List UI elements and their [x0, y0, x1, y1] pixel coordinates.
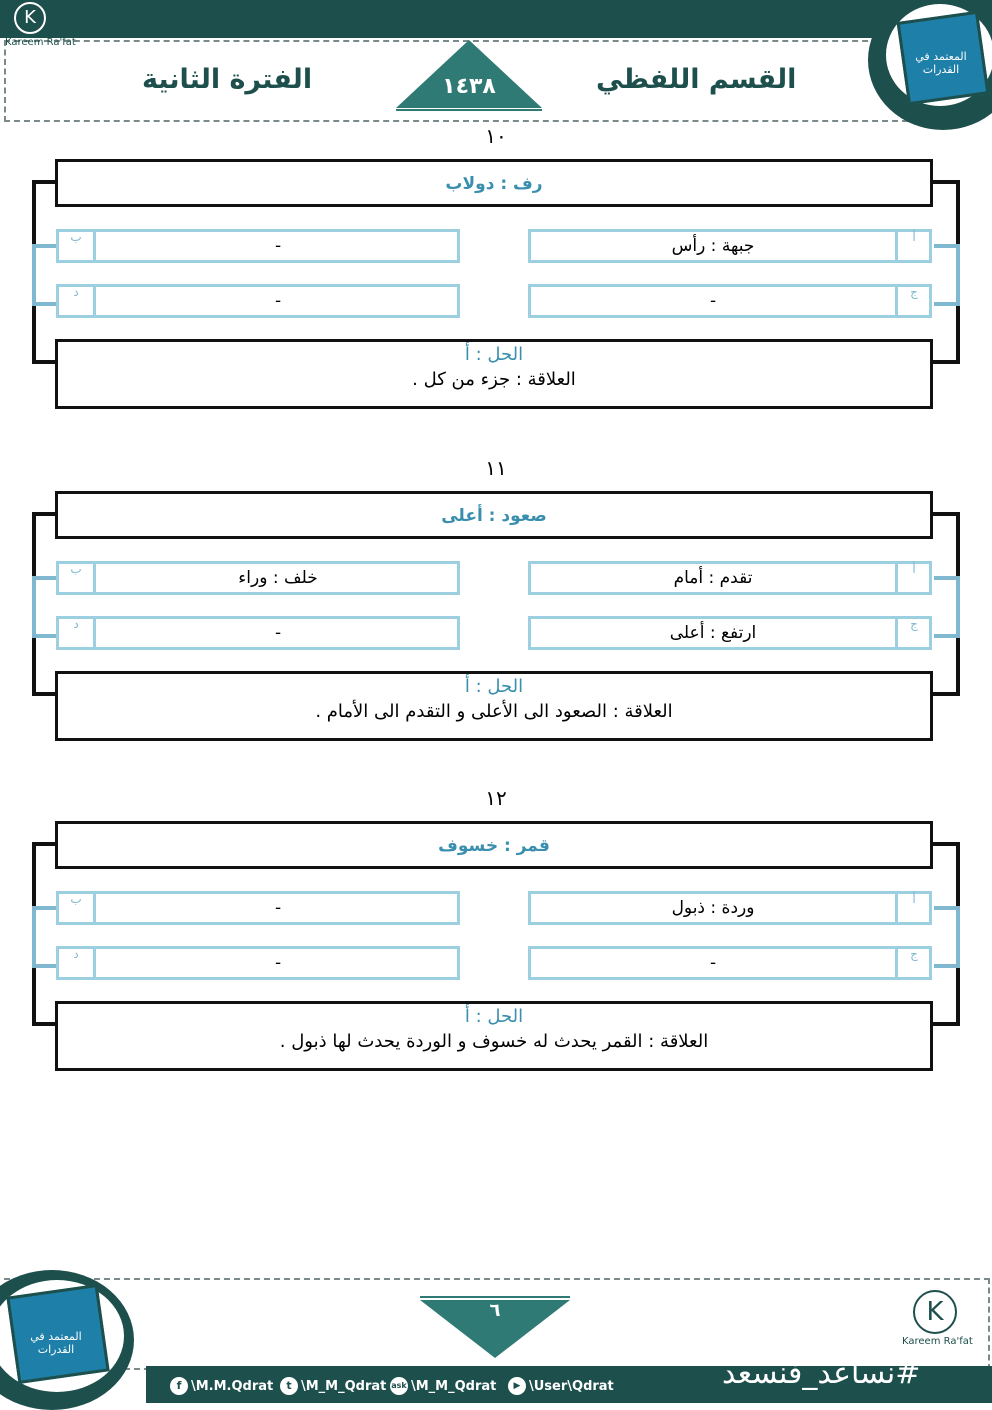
- facebook-link[interactable]: [170, 1376, 273, 1396]
- option-b[interactable]: [56, 891, 460, 925]
- option-letter: ب: [70, 562, 82, 576]
- ask-icon: ask: [390, 1377, 408, 1395]
- option-a[interactable]: [528, 891, 932, 925]
- solution-relation: العلاقة : الصعود الى الأعلى و التقدم الى الأمام .: [315, 701, 673, 722]
- kareem-logo-text: Kareem Ra'fat: [5, 37, 76, 48]
- option-letter: د: [73, 947, 79, 961]
- period-title: الفترة الثانية: [142, 64, 313, 95]
- option-letter: أ: [912, 562, 916, 576]
- option-text: وردة : ذبول: [671, 898, 755, 918]
- question-number: ١١: [485, 456, 507, 480]
- option-a[interactable]: [528, 229, 932, 263]
- solution-box: [55, 1001, 933, 1071]
- year-text: ١٤٣٨: [442, 74, 496, 99]
- option-b[interactable]: [56, 229, 460, 263]
- question-stem: قمر : خسوف: [55, 821, 933, 869]
- option-letter: ج: [910, 947, 918, 961]
- option-text: -: [274, 953, 282, 973]
- kareem-logo-icon: K: [14, 2, 46, 34]
- year-badge: [396, 40, 542, 112]
- ask-link[interactable]: [390, 1376, 496, 1396]
- option-letter: ب: [70, 892, 82, 906]
- twitter-handle: \M_M_Qdrat: [301, 1378, 387, 1394]
- option-divider: [895, 619, 898, 647]
- facebook-icon: f: [170, 1377, 188, 1395]
- header-band: [0, 0, 992, 38]
- option-a[interactable]: [528, 561, 932, 595]
- option-bracket-right: [934, 576, 960, 638]
- option-divider: [895, 564, 898, 592]
- solution-box: [55, 671, 933, 741]
- option-text: ارتفع : أعلى: [669, 623, 757, 643]
- option-text: -: [709, 953, 717, 973]
- twitter-icon: t: [280, 1377, 298, 1395]
- option-text: -: [274, 898, 282, 918]
- option-divider: [895, 894, 898, 922]
- question-stem: رف : دولاب: [55, 159, 933, 207]
- option-text: تقدم : أمام: [673, 568, 753, 588]
- option-divider: [895, 232, 898, 260]
- option-letter: د: [73, 617, 79, 631]
- solution-relation: العلاقة : القمر يحدث له خسوف و الوردة يحدث لها ذبول .: [279, 1031, 709, 1052]
- option-bracket-left: [32, 906, 58, 968]
- option-divider: [895, 949, 898, 977]
- page-number-badge: [420, 1296, 570, 1362]
- emblem-label: المعتمد في القدرات: [30, 1330, 82, 1356]
- option-c[interactable]: [528, 946, 932, 980]
- kareem-logo-icon: K: [913, 1290, 957, 1334]
- option-letter: أ: [912, 892, 916, 906]
- solution-answer: الحل : أ: [464, 676, 524, 697]
- question-stem: صعود : أعلى: [55, 491, 933, 539]
- emblem-label: المعتمد في القدرات: [915, 50, 967, 76]
- option-b[interactable]: [56, 561, 460, 595]
- option-letter: أ: [912, 230, 916, 244]
- youtube-handle: \User\Qdrat: [529, 1378, 614, 1394]
- option-c[interactable]: [528, 616, 932, 650]
- solution-relation: العلاقة : جزء من كل .: [412, 369, 576, 390]
- option-c[interactable]: [528, 284, 932, 318]
- twitter-link[interactable]: [280, 1376, 386, 1396]
- option-text: -: [274, 236, 282, 256]
- option-letter: ج: [910, 285, 918, 299]
- ask-handle: \M_M_Qdrat: [411, 1378, 497, 1394]
- option-bracket-left: [32, 244, 58, 306]
- option-letter: د: [73, 285, 79, 299]
- option-text: -: [274, 623, 282, 643]
- hashtag-text: #نساعد_فنسعد: [722, 1356, 921, 1391]
- option-bracket-right: [934, 244, 960, 306]
- kareem-logo-text: Kareem Ra'fat: [902, 1336, 973, 1347]
- option-text: خلف : وراء: [238, 568, 318, 588]
- question-number: ١٠: [485, 124, 507, 148]
- option-text: -: [709, 291, 717, 311]
- option-d[interactable]: [56, 284, 460, 318]
- solution-box: [55, 339, 933, 409]
- option-letter: ب: [70, 230, 82, 244]
- option-d[interactable]: [56, 946, 460, 980]
- youtube-icon: ▶: [508, 1377, 526, 1395]
- solution-answer: الحل : أ: [464, 1006, 524, 1027]
- option-text: -: [274, 291, 282, 311]
- facebook-handle: \M.M.Qdrat: [191, 1378, 274, 1394]
- option-text: جبهة : رأس: [671, 236, 755, 256]
- question-number: ١٢: [485, 786, 507, 810]
- page-number: ٦: [489, 1300, 501, 1321]
- option-d[interactable]: [56, 616, 460, 650]
- option-bracket-right: [934, 906, 960, 968]
- option-letter: ج: [910, 617, 918, 631]
- youtube-link[interactable]: [508, 1376, 614, 1396]
- option-bracket-left: [32, 576, 58, 638]
- section-title: القسم اللفظي: [596, 64, 797, 95]
- option-divider: [895, 287, 898, 315]
- solution-answer: الحل : أ: [464, 344, 524, 365]
